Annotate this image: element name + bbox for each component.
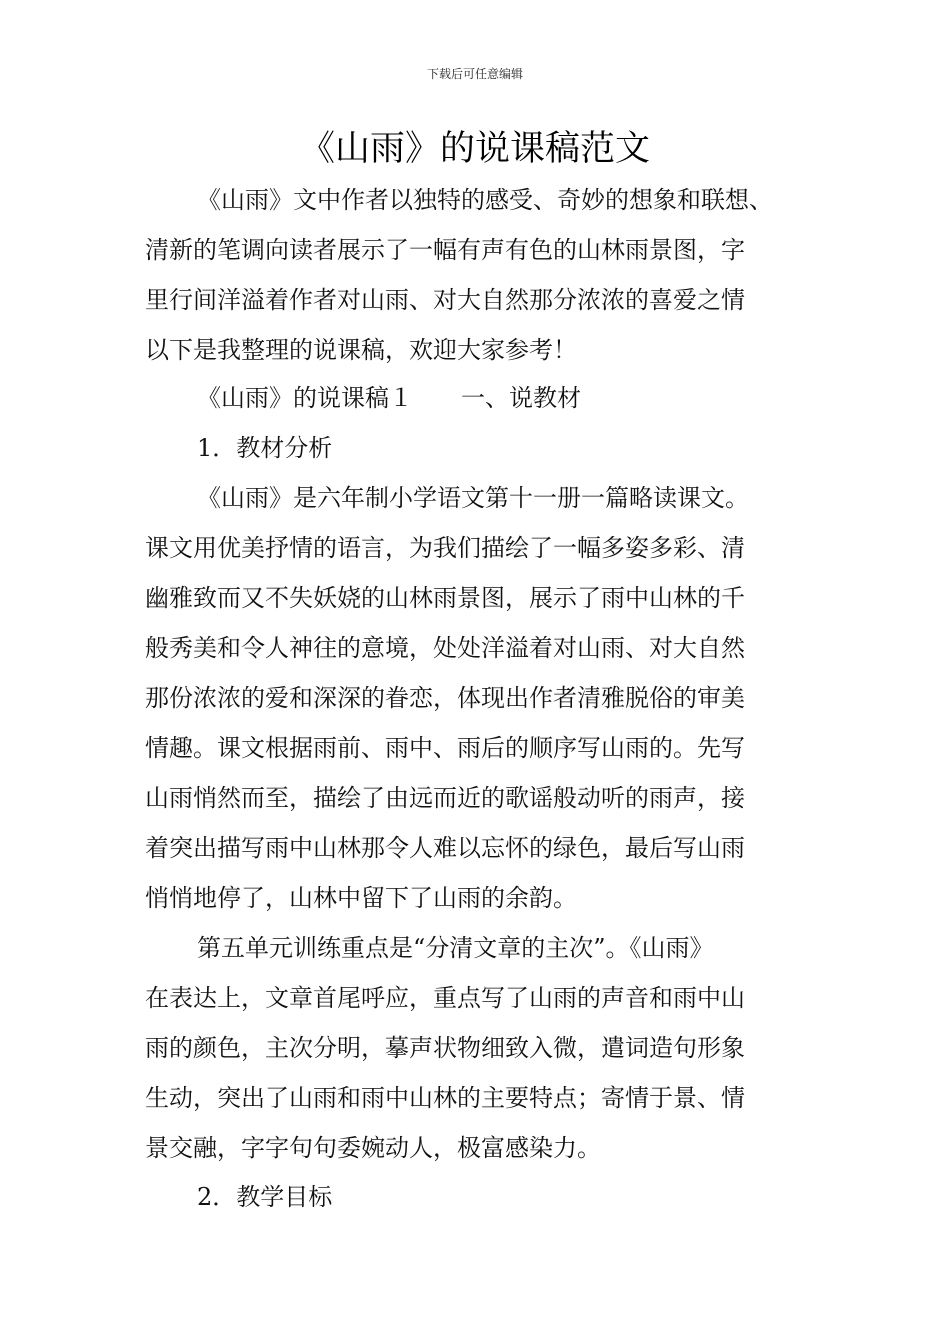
paragraph-line: 那份浓浓的爱和深深的眷恋，体现出作者清雅脱俗的审美: [145, 684, 745, 712]
section-heading-line: 《山雨》的说课稿１ 一、说教材: [197, 384, 581, 412]
paragraph-line: 生动，突出了山雨和雨中山林的主要特点；寄情于景、情: [145, 1084, 745, 1112]
paragraph-line: 在表达上，文章首尾呼应，重点写了山雨的声音和雨中山: [145, 984, 745, 1012]
paragraph-line: 景交融，字字句句委婉动人，极富感染力。: [145, 1134, 601, 1162]
paragraph-line: 《山雨》是六年制小学语文第十一册一篇略读课文。: [197, 484, 749, 512]
paragraph-line: 幽雅致而又不失妖娆的山林雨景图，展示了雨中山林的千: [145, 584, 745, 612]
paragraph-line: 着突出描写雨中山林那令人难以忘怀的绿色，最后写山雨: [145, 834, 745, 862]
paragraph-line: 清新的笔调向读者展示了一幅有声有色的山林雨景图，字: [145, 236, 745, 264]
paragraph-line: 《山雨》文中作者以独特的感受、奇妙的想象和联想、: [197, 186, 773, 214]
subsection-heading: 1．教材分析: [197, 434, 333, 462]
paragraph-line: 课文用优美抒情的语言，为我们描绘了一幅多姿多彩、清: [145, 534, 745, 562]
document-title: 《山雨》的说课稿范文: [299, 129, 650, 169]
paragraph-line: 般秀美和令人神往的意境，处处洋溢着对山雨、对大自然: [145, 634, 745, 662]
subsection-heading: 2．教学目标: [197, 1183, 333, 1211]
paragraph-line: 第五单元训练重点是“分清文章的主次”。《山雨》: [197, 934, 714, 962]
paragraph-line: 以下是我整理的说课稿，欢迎大家参考！: [145, 336, 577, 364]
paragraph-line: 情趣。课文根据雨前、雨中、雨后的顺序写山雨的。先写: [145, 734, 745, 762]
paragraph-line: 山雨悄然而至，描绘了由远而近的歌谣般动听的雨声，接: [145, 784, 745, 812]
paragraph-line: 雨的颜色，主次分明，摹声状物细致入微，遣词造句形象: [145, 1034, 745, 1062]
paragraph-line: 里行间洋溢着作者对山雨、对大自然那分浓浓的喜爱之情: [145, 286, 745, 314]
header-note: 下载后可任意编辑: [426, 67, 523, 81]
paragraph-line: 悄悄地停了，山林中留下了山雨的余韵。: [145, 884, 577, 912]
